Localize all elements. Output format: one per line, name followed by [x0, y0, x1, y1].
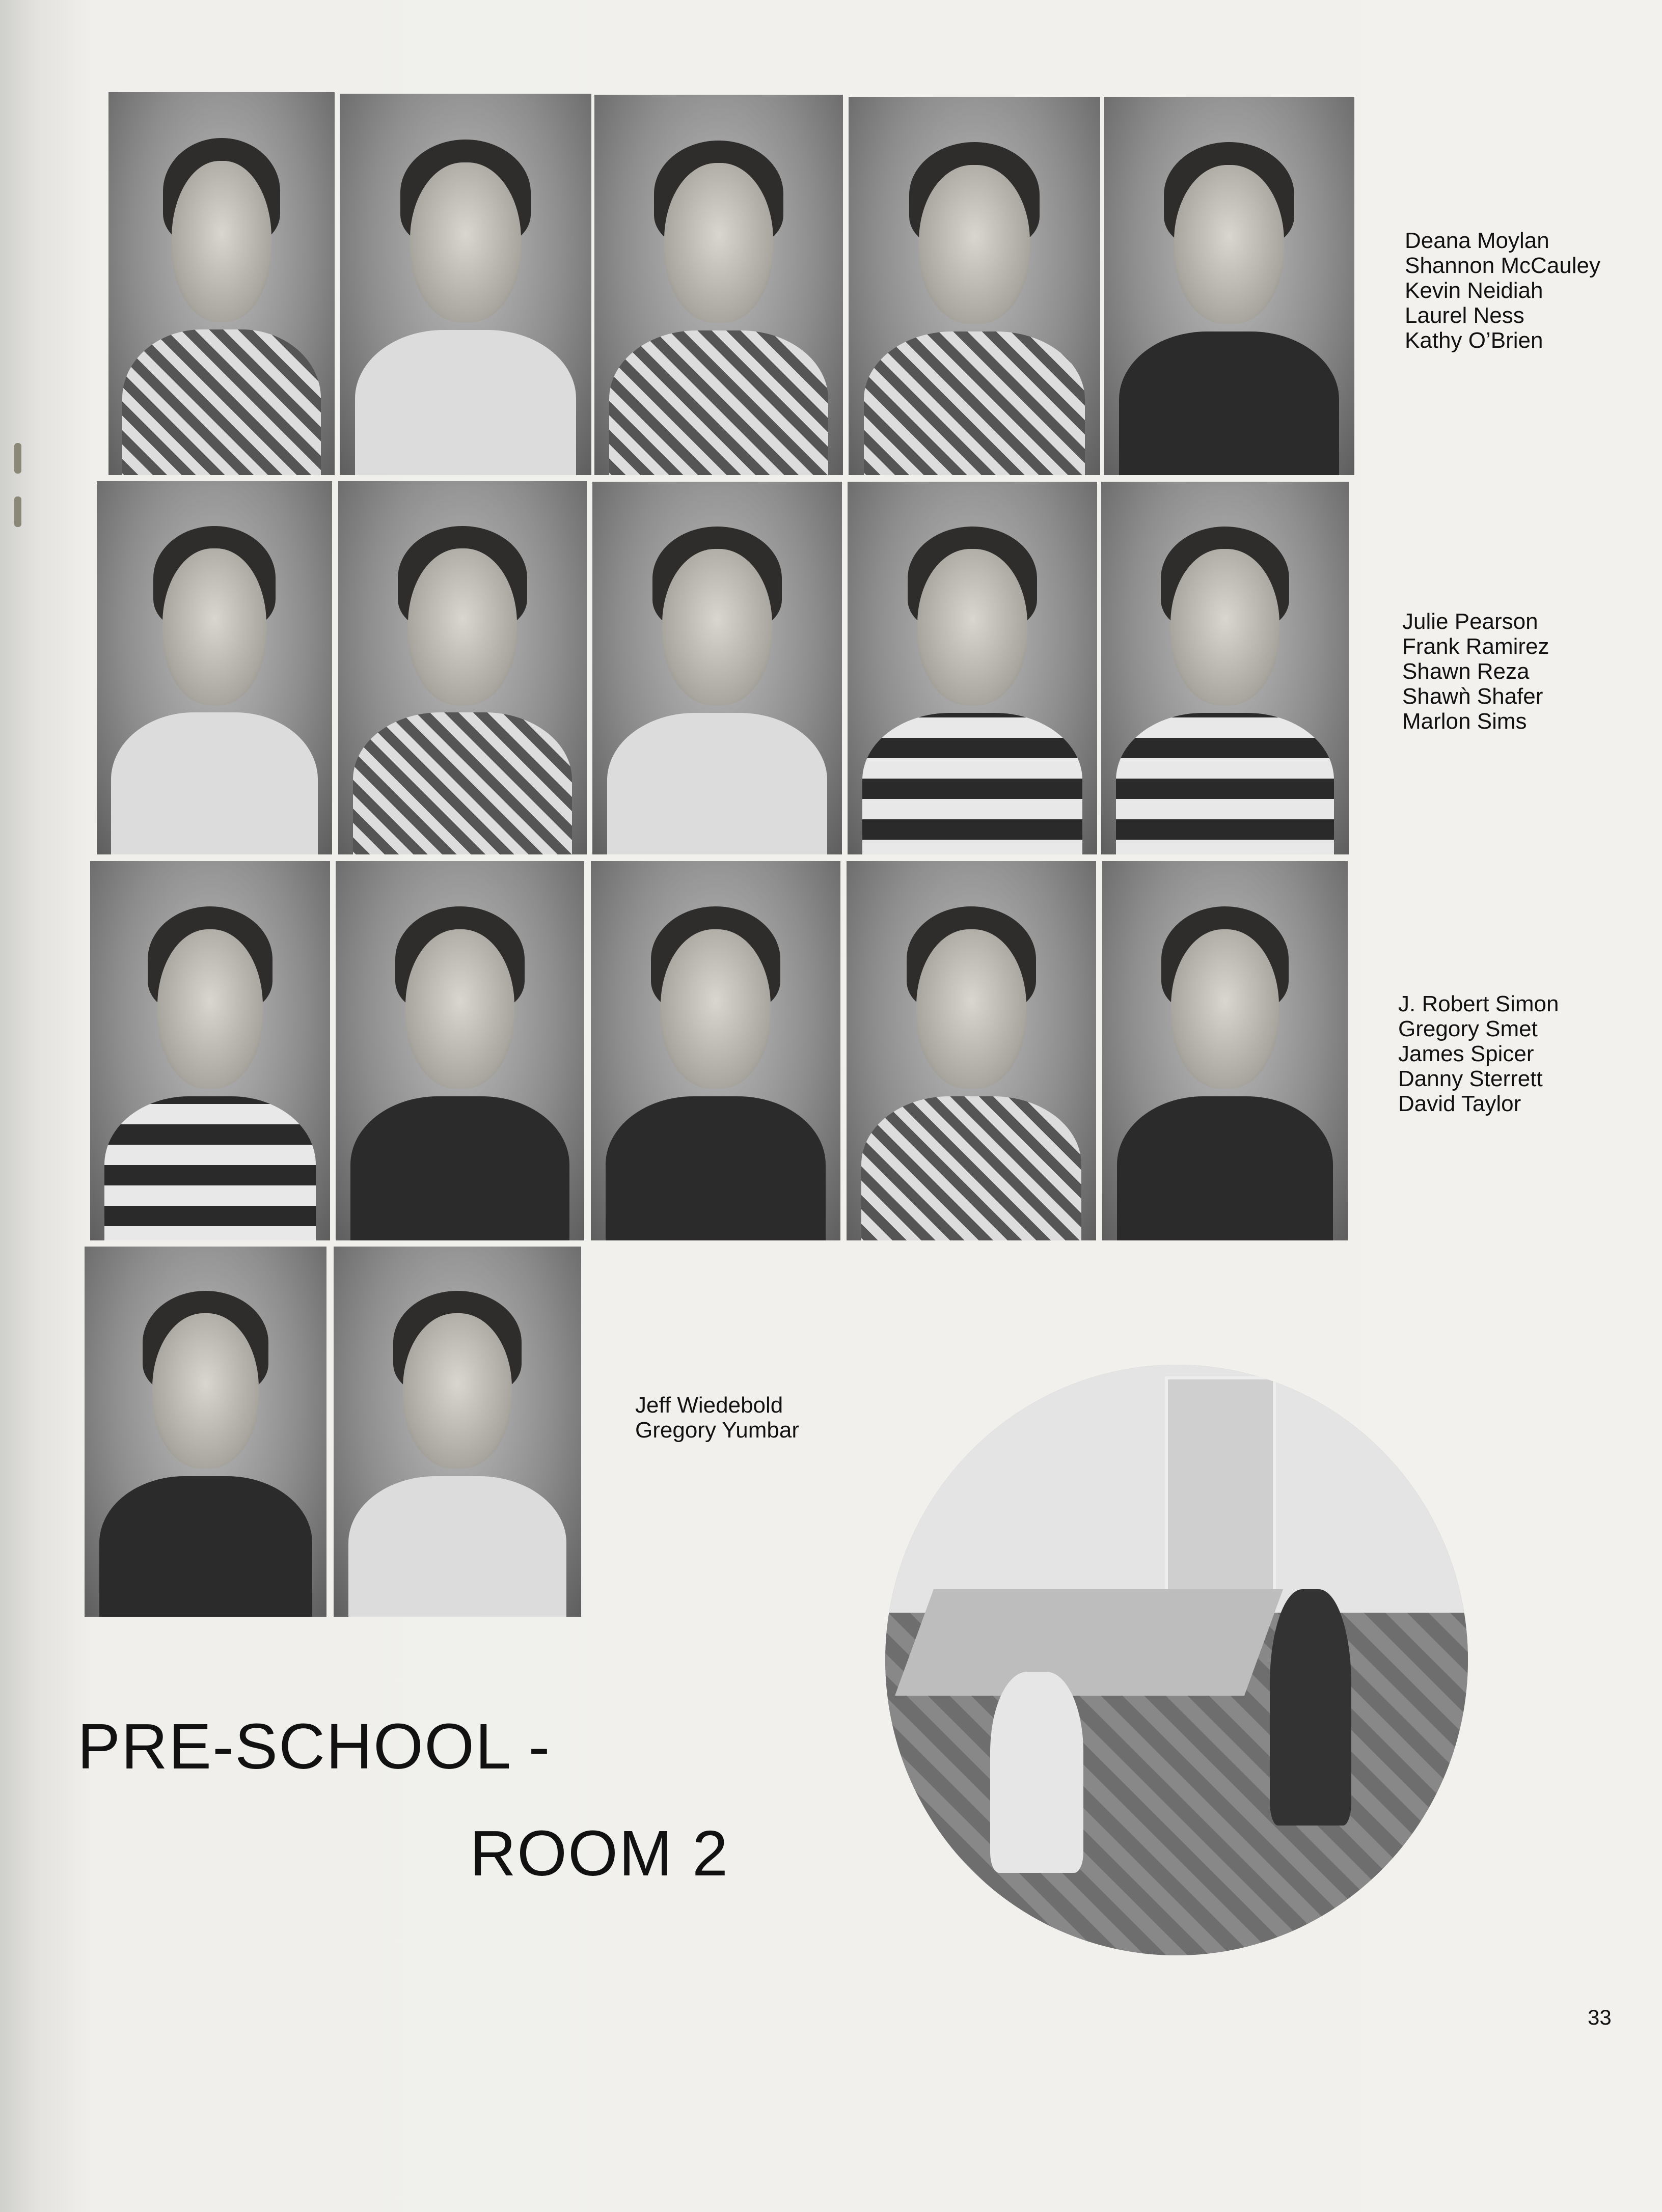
student-name: Gregory Smet [1398, 1016, 1538, 1041]
student-name: Laurel Ness [1405, 303, 1524, 328]
classroom-photo [885, 1365, 1468, 1955]
portrait-photo [1101, 482, 1349, 854]
portrait-photo [592, 482, 842, 854]
portrait-photo [340, 94, 591, 475]
page-title-line2: ROOM 2 [470, 1817, 729, 1889]
portrait-photo [90, 861, 330, 1240]
portrait-photo [338, 481, 587, 854]
portrait-photo [848, 482, 1097, 854]
page-title-line1: PRE-SCHOOL - [77, 1710, 551, 1782]
student-name: Shawn Reza [1402, 659, 1530, 684]
student-name: Julie Pearson [1402, 609, 1538, 634]
student-name: Kathy O’Brien [1405, 328, 1543, 353]
student-name: Marlon Sims [1402, 709, 1527, 734]
names-list-row2 [1402, 609, 1549, 734]
names-list-row4 [635, 1393, 799, 1443]
student-name: David Taylor [1398, 1091, 1521, 1116]
portrait-photo [97, 481, 332, 854]
student-name: Frank Ramirez [1402, 634, 1549, 659]
portrait-photo [847, 861, 1096, 1240]
portrait-photo [336, 861, 584, 1240]
portrait-photo [1104, 97, 1354, 475]
student-name: Shawǹ Shafer [1402, 684, 1543, 709]
student-name: J. Robert Simon [1398, 991, 1559, 1016]
student-name: James Spicer [1398, 1041, 1534, 1066]
student-name: Kevin Neidiah [1405, 278, 1543, 303]
student-name: Danny Sterrett [1398, 1066, 1543, 1091]
portrait-photo [85, 1247, 326, 1617]
portrait-photo [108, 92, 335, 475]
portrait-photo [849, 97, 1100, 475]
binding-mark [14, 443, 21, 474]
binding-mark [14, 496, 21, 527]
student-name: Deana Moylan [1405, 228, 1549, 253]
student-name: Jeff Wiedebold [635, 1393, 783, 1418]
student-name: Shannon McCauley [1405, 253, 1601, 278]
portrait-photo [591, 861, 840, 1240]
portrait-photo [1102, 861, 1348, 1240]
names-list-row1 [1405, 228, 1600, 353]
portrait-photo [334, 1247, 581, 1617]
page-number: 33 [1588, 2005, 1612, 2029]
names-list-row3 [1398, 991, 1559, 1116]
portrait-photo [594, 95, 843, 475]
student-name: Gregory Yumbar [635, 1418, 800, 1443]
